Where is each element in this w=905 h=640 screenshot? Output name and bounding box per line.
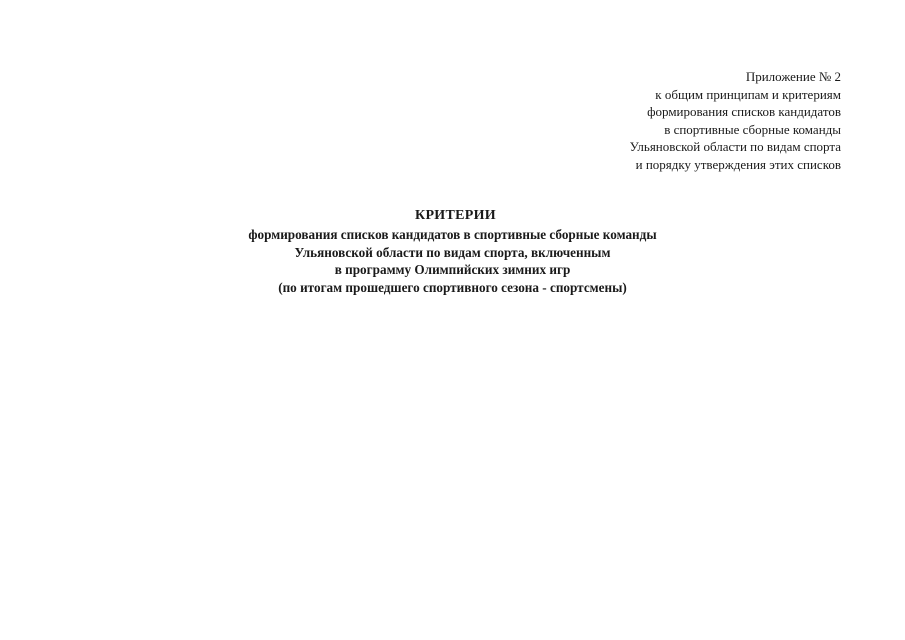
title-line: Ульяновской области по видам спорта, включенным <box>294 244 611 260</box>
appendix-line: и порядку утверждения этих списков <box>635 156 841 172</box>
appendix-line: Ульяновской области по видам спорта <box>629 139 841 155</box>
appendix-number: Приложение № 2 <box>745 69 841 84</box>
appendix-note <box>630 68 841 174</box>
title-heading: КРИТЕРИИ <box>415 208 496 223</box>
title-line: формирования списков кандидатов в спортивные сборные команды <box>248 227 657 242</box>
title-line: в программу Олимпийских зимних игр <box>334 262 571 278</box>
appendix-line: в спортивные сборные команды <box>664 121 841 137</box>
title-line: (по итогам прошедшего спортивного сезона - спортсмены) <box>278 279 627 295</box>
appendix-line: к общим принципам и критериям <box>655 86 841 102</box>
document-title <box>0 206 905 296</box>
appendix-line: формирования списков кандидатов <box>647 104 841 120</box>
